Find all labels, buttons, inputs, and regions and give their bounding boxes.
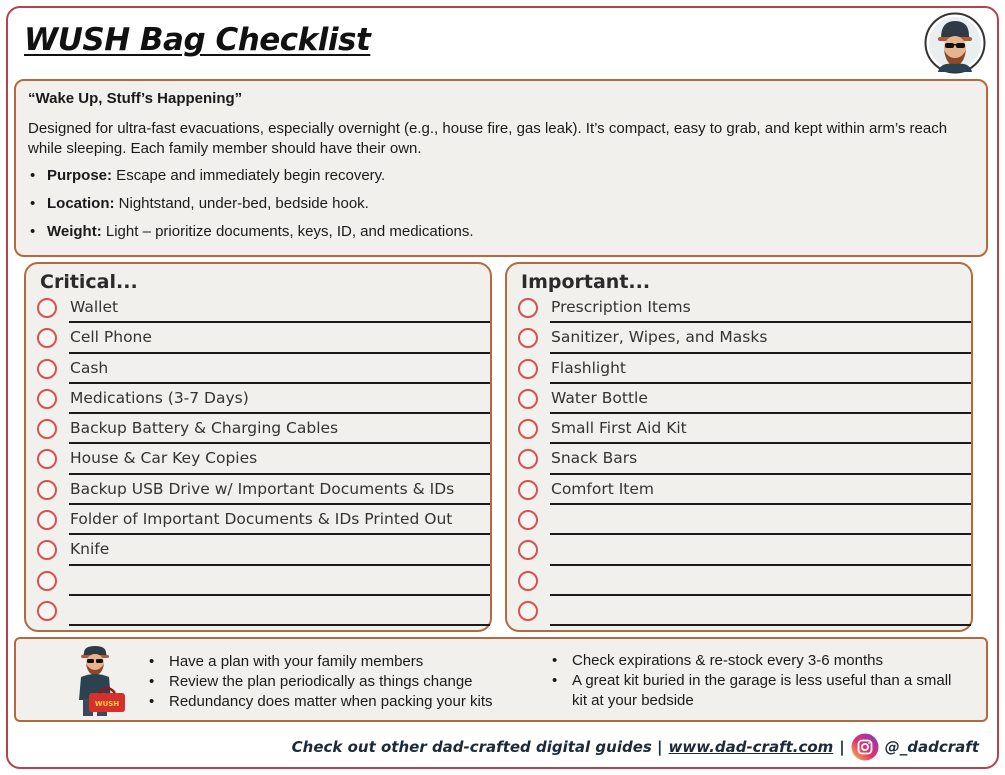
critical-list (34, 293, 476, 626)
checklist-item (515, 444, 957, 474)
checkbox-circle[interactable] (37, 480, 57, 500)
checklist-item (34, 444, 476, 474)
important-list (515, 293, 957, 626)
checkbox-circle[interactable] (518, 328, 538, 348)
checklist-item (515, 384, 957, 414)
tips-right-list (552, 651, 962, 711)
checkbox-circle[interactable] (518, 449, 538, 469)
item-label: Cash (70, 358, 109, 377)
item-label: Snack Bars (551, 449, 638, 468)
checklist-item (515, 293, 957, 323)
dad-with-bag-icon (62, 645, 128, 719)
checklist-item (34, 566, 476, 596)
weight-bullet (28, 222, 974, 242)
checklist-item (515, 505, 957, 535)
item-label: Folder of Important Documents & IDs Printed Out (70, 510, 453, 529)
footer (292, 732, 979, 762)
location-bullet (28, 194, 974, 214)
checkbox-circle[interactable] (518, 389, 538, 409)
intro-bullets (28, 166, 974, 242)
checklist-item (34, 293, 476, 323)
checkbox-circle[interactable] (37, 601, 57, 621)
location-label: Location: (47, 195, 115, 212)
checkbox-circle[interactable] (37, 359, 57, 379)
item-label: Small First Aid Kit (551, 419, 687, 438)
instagram-handle[interactable]: @_dadcraft (884, 738, 979, 756)
checklist-item (515, 414, 957, 444)
checklist-item (34, 535, 476, 565)
tip-item: • Check expirations & re-stock every 3-6 months (552, 651, 962, 671)
checkbox-circle[interactable] (518, 419, 538, 439)
checkbox-circle[interactable] (518, 510, 538, 530)
checkbox-circle[interactable] (518, 571, 538, 591)
purpose-bullet (28, 166, 974, 186)
checkbox-circle[interactable] (518, 480, 538, 500)
checklist-item (34, 596, 476, 626)
item-label: Backup Battery & Charging Cables (70, 419, 339, 438)
mascot-bag-label: WUSH (94, 700, 120, 708)
tip-item: • Have a plan with your family members (149, 652, 549, 672)
checkbox-circle[interactable] (518, 540, 538, 560)
tips-left-list (149, 652, 549, 712)
intro-box (14, 79, 988, 257)
checkbox-circle[interactable] (37, 449, 57, 469)
item-label: Cell Phone (70, 328, 152, 347)
footer-cta: Check out other dad-crafted digital guides | (291, 738, 663, 756)
page-title: WUSH Bag Checklist (24, 22, 371, 58)
purpose-text: Escape and immediately begin recovery. (112, 167, 386, 184)
checklist-item (34, 384, 476, 414)
checkbox-circle[interactable] (37, 298, 57, 318)
item-label: Wallet (70, 298, 119, 316)
item-label: Knife (70, 540, 110, 559)
tips-box (14, 637, 988, 722)
checkbox-circle[interactable] (37, 540, 57, 560)
critical-panel (24, 262, 492, 632)
location-text: Nightstand, under-bed, bedside hook. (114, 195, 369, 212)
checklist-item (515, 535, 957, 565)
write-line (550, 624, 971, 626)
item-label: Prescription Items (551, 298, 691, 316)
weight-text: Light – prioritize documents, keys, ID, and medications. (101, 223, 474, 240)
checkbox-circle[interactable] (518, 359, 538, 379)
item-label: Comfort Item (551, 479, 655, 498)
checklist-item (515, 323, 957, 353)
checklist-item (34, 505, 476, 535)
bearded-man-avatar-icon (924, 12, 986, 74)
item-label: Backup USB Drive w/ Important Documents & IDs (70, 479, 455, 498)
checklist-item (515, 596, 957, 626)
intro-quote: “Wake Up, Stuff’s Happening” (28, 90, 243, 107)
checklist-item (34, 414, 476, 444)
checkbox-circle[interactable] (37, 419, 57, 439)
tip-item: • Redundancy does matter when packing your kits (149, 692, 549, 712)
checklist-item (515, 566, 957, 596)
instagram-icon[interactable] (851, 733, 879, 761)
checklist-item (515, 475, 957, 505)
checklist-item (34, 475, 476, 505)
checklist-item (515, 354, 957, 384)
item-label: Water Bottle (551, 388, 648, 407)
item-label: House & Car Key Copies (70, 449, 258, 468)
checkbox-circle[interactable] (37, 510, 57, 530)
checklist-item (34, 354, 476, 384)
tip-item: • A great kit buried in the garage is less useful than a small kit at your bedside (552, 671, 962, 711)
important-title: Important... (521, 271, 651, 293)
important-panel (505, 262, 973, 632)
checkbox-circle[interactable] (518, 601, 538, 621)
item-label: Sanitizer, Wipes, and Masks (551, 328, 768, 347)
footer-separator: | (839, 738, 845, 756)
intro-description: Designed for ultra-fast evacuations, especially overnight (e.g., house fire, gas leak). It’s compact, easy to grab, and kept within arm’s reach while sleeping. Each family member should have their own. (28, 120, 948, 157)
weight-label: Weight: (47, 223, 102, 240)
write-line (69, 624, 490, 626)
checklist-item (34, 323, 476, 353)
checkbox-circle[interactable] (518, 298, 538, 318)
website-link[interactable]: www.dad-craft.com (668, 738, 834, 756)
checkbox-circle[interactable] (37, 389, 57, 409)
item-label: Flashlight (551, 358, 626, 377)
purpose-label: Purpose: (47, 167, 113, 184)
checkbox-circle[interactable] (37, 328, 57, 348)
tip-item: • Review the plan periodically as things change (149, 672, 549, 692)
checkbox-circle[interactable] (37, 571, 57, 591)
critical-title: Critical... (40, 271, 138, 293)
item-label: Medications (3-7 Days) (70, 388, 249, 407)
